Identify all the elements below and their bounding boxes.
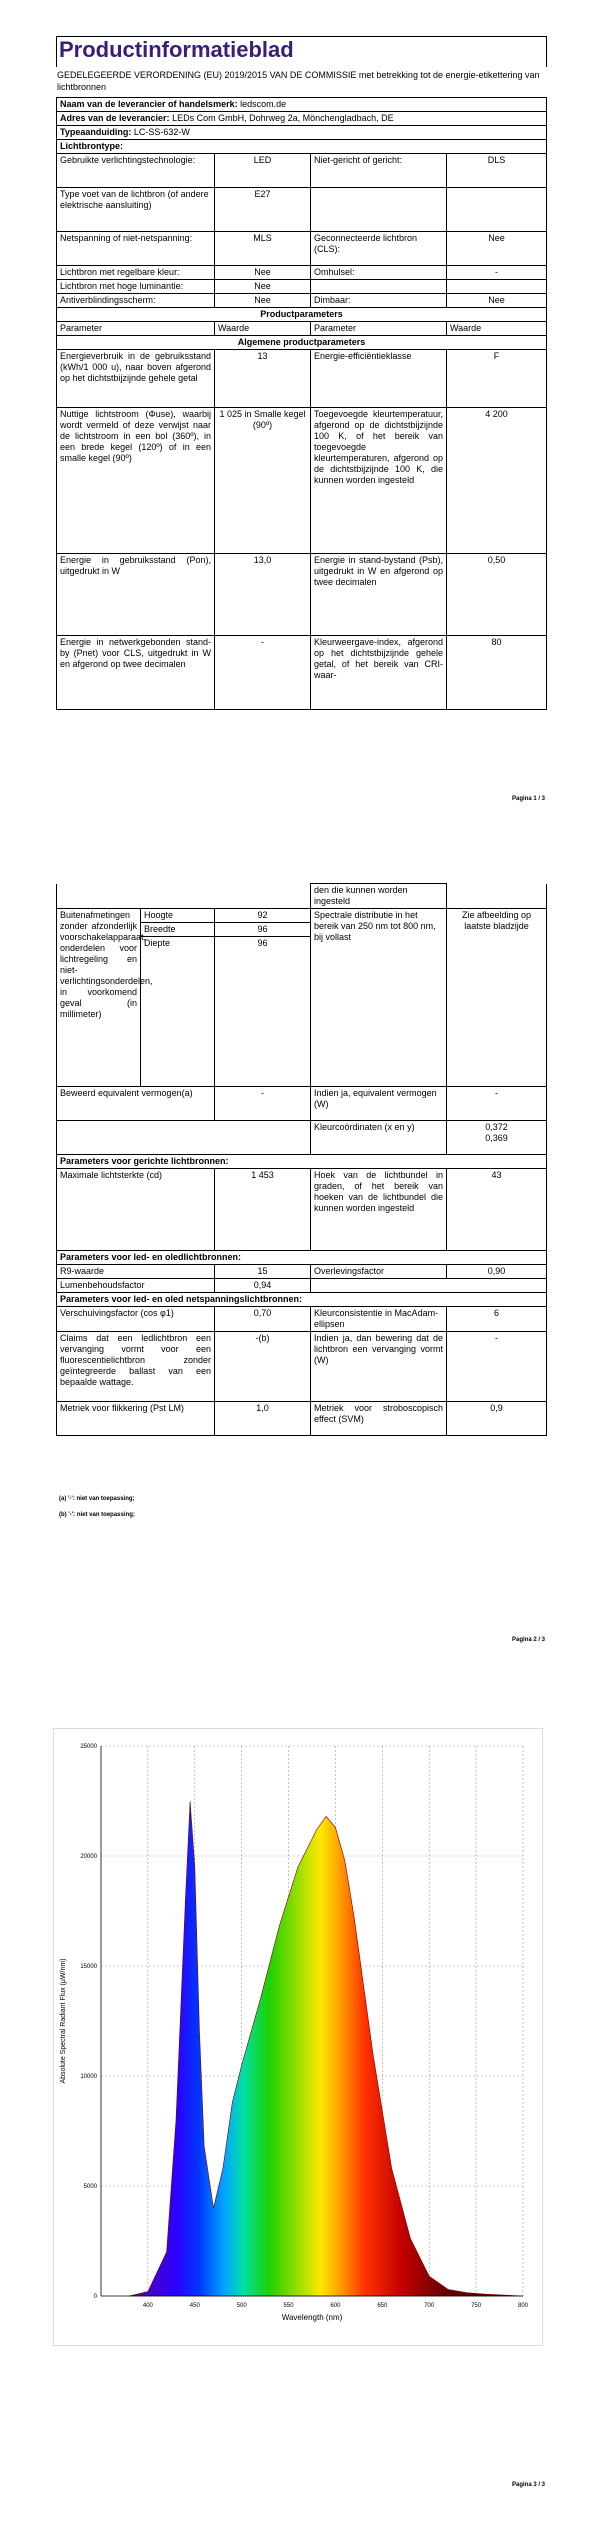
svm-label: Metriek voor stroboscopisch effect (SVM) [311,1402,447,1436]
x-tick-label: 700 [424,2303,435,2309]
supplier-label: Naam van de leverancier of handelsmerk: [60,99,238,109]
supplier-row [57,98,547,112]
tech-label: Gebruikte verlichtingstechnologie: [57,154,215,188]
y-tick-label: 5000 [83,2184,97,2190]
depth-value: 96 [215,937,311,1087]
intensity-value: 1 453 [215,1169,311,1251]
nondir-label: Niet-gericht of gericht: [311,154,447,188]
retrofit-value: -(b) [215,1332,311,1402]
x-tick-label: 400 [142,2303,153,2309]
dim-label: Dimbaar: [311,294,447,308]
envelope-label: Omhulsel: [311,266,447,280]
psb-label: Energie in stand-bystand (Psb), uitgedrukt in W en afgerond op twee decimalen [311,554,447,636]
info-table-p1 [56,97,547,710]
tech-value: LED [215,154,311,188]
cri-value: 80 [447,636,547,710]
dim-value: Nee [447,294,547,308]
footnote-b: (b) '-': niet van toepassing; [59,1512,135,1518]
y-tick-label: 0 [93,2294,97,2300]
cap-value: E27 [215,188,311,232]
empty-cell [447,188,547,232]
address-label: Adres van de leverancier: [60,113,170,123]
width-value: 96 [215,923,311,937]
beam-value: 43 [447,1169,547,1251]
spectrum-svg [53,1728,543,2346]
info-table-p2 [56,883,547,1436]
retrofit-w-value: - [447,1332,547,1402]
model-value: LC-SS-632-W [133,127,190,137]
cosphi-label: Verschuivingsfactor (cos φ1) [57,1307,215,1332]
chroma-values [447,1121,547,1155]
page-number: Pagina 3 / 3 [511,2482,545,2488]
flicker-label: Metriek voor flikkering (Pst LM) [57,1402,215,1436]
address-value: LEDs Com GmbH, Dohrweg 2a, Mönchengladbach, DE [172,113,394,123]
chroma-label: Kleurcoördinaten (x en y) [311,1121,447,1155]
model-row [57,126,547,140]
title-bar [56,36,547,67]
r9-label: R9-waarde [57,1265,215,1279]
mains-led-heading: Parameters voor led- en oled netspanningslichtbronnen: [57,1293,547,1307]
cri-continued: den die kunnen worden ingesteld [311,884,447,909]
page-number: Pagina 2 / 3 [511,1637,545,1643]
empty-cell [447,280,547,294]
nondir-value: DLS [447,154,547,188]
equiv-w-value: - [447,1087,547,1121]
dims-label: Buitenafmetingen zonder afzonderlijk voorschakelapparaat, onderdelen voor lichtregeling en niet-verlichtingsonderdelen, in voorkomend geval (in millimeter) [57,909,141,1087]
beam-label: Hoek van de lichtbundel in graden, of het bereik van hoeken van de lichtbundel die kunnen worden ingesteld [311,1169,447,1251]
model-label: Typeaanduiding: [60,127,132,137]
supplier-value: ledscom.de [240,99,287,109]
param-header: Parameter [311,322,447,336]
energy-label: Energieverbruik in de gebruiksstand (kWh/1 000 u), naar boven afgerond op het dichtstbijzijnde gehele getal [57,350,215,408]
flux-label: Nuttige lichtstroom (Φuse), waarbij wordt vermeld of deze verwijst naar de lichtstroom in een bol (360º), in een brede kegel (120º) of in een smalle kegel (90º) [57,408,215,554]
param-header: Parameter [57,322,215,336]
footnote-a: (a) '-': niet van toepassing; [59,1496,135,1502]
retrofit-w-label: Indien ja, dan bewering dat de lichtbron een vervanging vormt (W) [311,1332,447,1402]
survival-value: 0,90 [447,1265,547,1279]
pon-label: Energie in gebruiksstand (Pon), uitgedrukt in W [57,554,215,636]
x-axis-label: Wavelength (nm) [281,2313,343,2322]
macadam-label: Kleurconsistentie in MacAdam-ellipsen [311,1307,447,1332]
height-value: 92 [215,909,311,923]
directional-heading: Parameters voor gerichte lichtbronnen: [57,1155,547,1169]
x-tick-label: 550 [283,2303,294,2309]
flicker-value: 1,0 [215,1402,311,1436]
psb-value: 0,50 [447,554,547,636]
energy-value: 13 [215,350,311,408]
address-row [57,112,547,126]
x-tick-label: 800 [517,2303,529,2309]
width-label: Breedte [141,923,215,937]
page-number: Pagina 1 / 3 [511,796,545,802]
empty-cell [311,1279,547,1293]
value-header: Waarde [447,322,547,336]
svm-value: 0,9 [447,1402,547,1436]
product-params-heading: Productparameters [57,308,547,322]
retrofit-label: Claims dat een ledlichtbron een vervanging vormt voor een fluorescentielichtbron zonder geïntegreerde ballast van een bepaalde wattage. [57,1332,215,1402]
led-heading: Parameters voor led- en oledlichtbronnen: [57,1251,547,1265]
tunable-value: Nee [215,266,311,280]
x-tick-label: 750 [471,2303,482,2309]
spectrum-chart [53,1728,543,2346]
empty-cell [57,1121,311,1155]
intensity-label: Maximale lichtsterkte (cd) [57,1169,215,1251]
empty-cell [57,884,311,909]
y-axis-label: Absolute Spectral Radiant Flux (µW/nm) [60,1958,67,2084]
flux-value: 1 025 in Smalle kegel (90º) [215,408,311,554]
y-tick-label: 10000 [80,2074,97,2080]
height-label: Hoogte [141,909,215,923]
tunable-label: Lichtbron met regelbare kleur: [57,266,215,280]
antiglare-value: Nee [215,294,311,308]
spd-value: Zie afbeelding op laatste bladzijde [447,909,547,1087]
cap-label: Type voet van de lichtbron (of andere elektrische aansluiting) [57,188,215,232]
x-tick-label: 450 [189,2303,200,2309]
hl-value: Nee [215,280,311,294]
x-tick-label: 650 [377,2303,388,2309]
pnet-value: - [215,636,311,710]
pon-value: 13,0 [215,554,311,636]
page-title: Productinformatieblad [59,37,294,62]
chroma-y: 0,369 [485,1133,508,1143]
empty-cell [311,188,447,232]
antiglare-label: Antiverblindingsscherm: [57,294,215,308]
eclass-label: Energie-efficiëntieklasse [311,350,447,408]
survival-label: Overlevingsfactor [311,1265,447,1279]
mains-value: MLS [215,232,311,266]
hl-label: Lichtbron met hoge luminantie: [57,280,215,294]
r9-value: 15 [215,1265,311,1279]
spd-label: Spectrale distributie in het bereik van 250 nm tot 800 nm, bij vollast [311,909,447,1087]
empty-cell [447,884,547,909]
subtitle: GEDELEGEERDE VERORDENING (EU) 2019/2015 VAN DE COMMISSIE met betrekking tot de energie-etikettering van lichtbronnen [57,70,540,92]
cct-label: Toegevoegde kleurtemperatuur, afgerond op de dichtstbijzijnde 100 K, of het bereik van toegevoegde kleurtemperaturen, afgerond op de dichtstbijzijnde 100 K, die kunnen worden ingesteld [311,408,447,554]
pnet-label: Energie in netwerkgebonden stand-by (Pnet) voor CLS, uitgedrukt in W en afgerond op twee decimalen [57,636,215,710]
equiv-label: Beweerd equivalent vermogen(a) [57,1087,215,1121]
y-tick-label: 20000 [80,1854,97,1860]
cls-value: Nee [447,232,547,266]
maintenance-label: Lumenbehoudsfactor [57,1279,215,1293]
eclass-value: F [447,350,547,408]
equiv-w-label: Indien ja, equivalent vermogen (W) [311,1087,447,1121]
cosphi-value: 0,70 [215,1307,311,1332]
y-tick-label: 25000 [80,1744,97,1750]
chroma-x: 0,372 [485,1122,508,1132]
general-params-heading: Algemene productparameters [57,336,547,350]
lightsource-type-heading: Lichtbrontype: [57,140,547,154]
cct-value: 4 200 [447,408,547,554]
x-tick-label: 500 [236,2303,247,2309]
depth-label: Diepte [141,937,215,1087]
macadam-value: 6 [447,1307,547,1332]
cls-label: Geconnecteerde lichtbron (CLS): [311,232,447,266]
envelope-value: - [447,266,547,280]
mains-label: Netspanning of niet-netspanning: [57,232,215,266]
value-header: Waarde [215,322,311,336]
x-tick-label: 600 [330,2303,341,2309]
cri-label: Kleurweergave-index, afgerond op het dichtstbijzijnde gehele getal, of het bereik van CRI-waar- [311,636,447,710]
maintenance-value: 0,94 [215,1279,311,1293]
y-tick-label: 15000 [80,1964,97,1970]
empty-cell [311,280,447,294]
equiv-value: - [215,1087,311,1121]
